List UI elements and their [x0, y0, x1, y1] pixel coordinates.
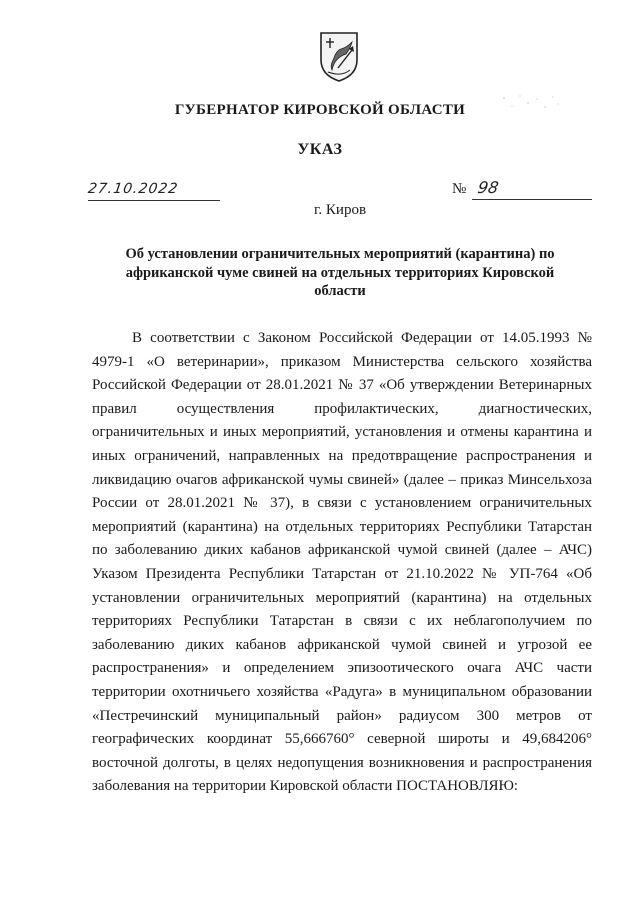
decree-title: Об установлении ограничительных мероприятий (карантина) по африканской чуме свиней на отдельных территориях Кировской области: [125, 246, 555, 299]
kirov-coat-of-arms-icon: [318, 30, 360, 82]
decree-date: 27.10.2022: [86, 181, 180, 197]
decree-preamble: В соответствии с Законом Российской Федерации от 14.05.1993 № 4979-1 «О ветеринарии», приказом Министерства сельского хозяйства Российской Федерации от 28.01.2021 № 37 «Об утверждении Ветеринарных правил осуществления профилактических, диагностических, ограничительных и иных мероприятий, установления и отмены карантина и иных ограничений, направленных на предотвращение распространения и ликвидацию очагов африканской чумы свиней» (далее – приказ Минсельхоза России от 28.01.2021 № 37), в связи с установлением ограничительных мероприятий (карантина) на отдельных территориях Республики Татарстан по заболеванию диких кабанов африканской чумой свиней (далее – АЧС) Указом Президента Республики Татарстан от 21.10.2022 № УП-764 «Об установлении ограничительных мероприятий (карантина) на отдельных территориях Республики Татарстан в связи с их неблагополучием по заболеванию диких кабанов африканской чумой свиней и угрозой ее распространения» и определением эпизоотического очага АЧС части территории охотничьего хозяйства «Радуга» в муниципальном образовании «Пестречинский муниципальный район» радиусом 300 метров от географических координат 55,666760° северной широты и 49,684206° восточной долготы, в целях недопущения возникновения и распространения заболевания на территории Кировской области ПОСТАНОВЛЯЮ:: [92, 330, 592, 795]
document-type: УКАЗ: [297, 141, 343, 158]
number-sign: №: [452, 181, 467, 197]
issue-city: г. Киров: [313, 202, 367, 218]
issuing-authority: ГУБЕРНАТОР КИРОВСКОЙ ОБЛАСТИ: [174, 102, 466, 118]
decree-number-field: [452, 180, 592, 200]
number-underline: [472, 199, 592, 200]
decree-date-field: [88, 180, 220, 201]
decree-number: 98: [476, 178, 501, 197]
